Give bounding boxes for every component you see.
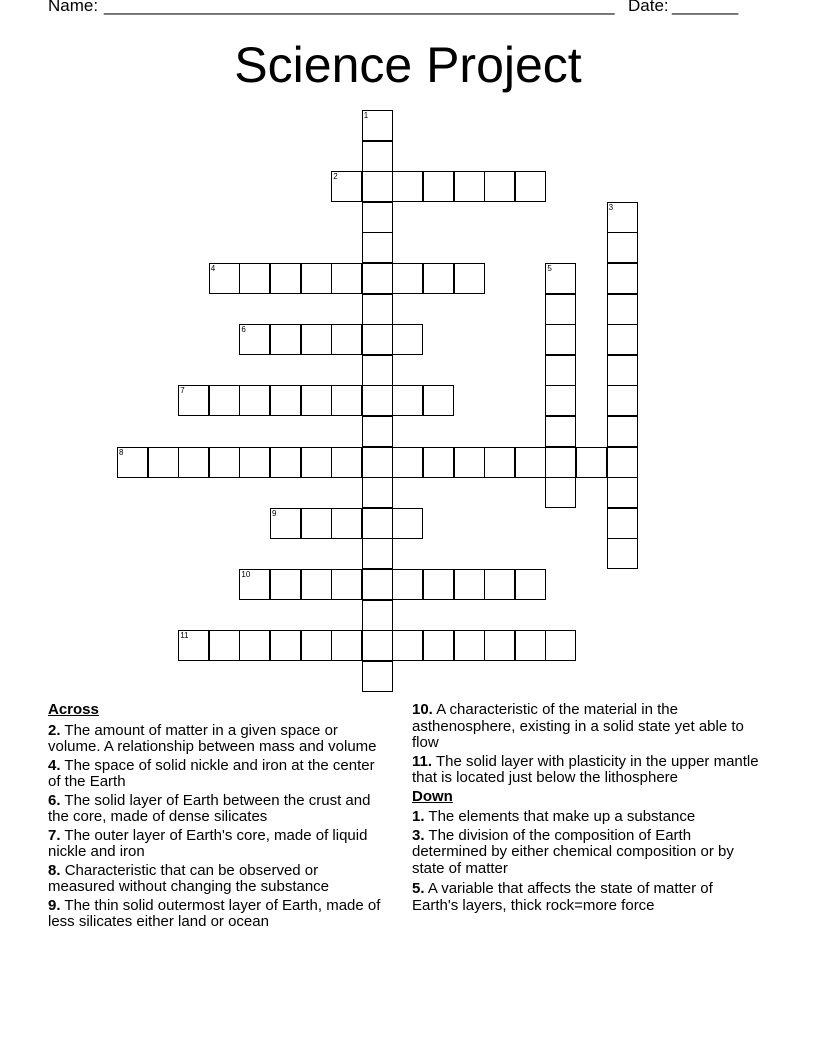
crossword-cell[interactable] — [392, 263, 423, 294]
crossword-cell[interactable] — [545, 324, 576, 355]
crossword-cell[interactable] — [362, 569, 393, 600]
date-label: Date: — [628, 0, 669, 15]
crossword-cell[interactable] — [392, 324, 423, 355]
crossword-cell[interactable] — [209, 385, 240, 416]
crossword-cell[interactable] — [331, 630, 362, 661]
crossword-cell[interactable] — [545, 447, 576, 478]
crossword-cell[interactable] — [209, 630, 240, 661]
clue-across-8: 8. Characteristic that can be observed or measured without changing the substance — [48, 861, 330, 895]
crossword-cell[interactable] — [545, 294, 576, 325]
crossword-cell[interactable] — [545, 355, 576, 386]
crossword-cell[interactable] — [239, 324, 270, 355]
clue-across-2: 2. The amount of matter in a given space or volume. A relationship between mass and volume — [48, 721, 377, 755]
crossword-cell[interactable] — [392, 569, 423, 600]
crossword-cell[interactable] — [117, 447, 148, 478]
crossword-cell[interactable] — [362, 600, 393, 631]
clue-across-9: 9. The thin solid outermost layer of Earth, made of less silicates either land or ocean — [48, 896, 381, 930]
crossword-cell[interactable] — [239, 385, 270, 416]
crossword-cell[interactable] — [392, 447, 423, 478]
crossword-cell[interactable] — [209, 263, 240, 294]
clue-number: 6 — [241, 325, 246, 335]
crossword-cell[interactable] — [362, 141, 393, 172]
crossword-cell[interactable] — [362, 294, 393, 325]
page-title: Science Project — [234, 37, 582, 93]
crossword-cell[interactable] — [423, 263, 454, 294]
name-field[interactable]: ______________________________________________________ — [104, 0, 615, 15]
crossword-cell[interactable] — [362, 508, 393, 539]
crossword-cell[interactable] — [331, 324, 362, 355]
crossword-cell[interactable] — [607, 294, 638, 325]
crossword-cell[interactable] — [331, 447, 362, 478]
crossword-cell[interactable] — [423, 569, 454, 600]
crossword-cell[interactable] — [270, 385, 301, 416]
across-heading: Across — [48, 701, 99, 718]
clue-number: 9 — [272, 508, 277, 518]
crossword-cell[interactable] — [270, 508, 301, 539]
crossword-cell[interactable] — [239, 569, 270, 600]
crossword-cell[interactable] — [607, 416, 638, 447]
crossword-cell[interactable] — [484, 569, 515, 600]
crossword-cell[interactable] — [301, 569, 332, 600]
crossword-cell[interactable] — [362, 661, 393, 692]
crossword-cell[interactable] — [515, 171, 546, 202]
name-label: Name: — [48, 0, 99, 15]
crossword-cell[interactable] — [301, 324, 332, 355]
crossword-cell[interactable] — [301, 508, 332, 539]
clue-down-3: 3. The division of the composition of Earth determined by either chemical composition or by state of matter — [412, 826, 734, 877]
crossword-cell[interactable] — [362, 324, 393, 355]
crossword-cell[interactable] — [545, 385, 576, 416]
crossword-cell[interactable] — [607, 324, 638, 355]
crossword-cell[interactable] — [454, 569, 485, 600]
crossword-cell[interactable] — [270, 569, 301, 600]
clue-down-5: 5. A variable that affects the state of matter of Earth's layers, thick rock=more force — [412, 880, 713, 914]
crossword-cell[interactable] — [607, 447, 638, 478]
crossword-cell[interactable] — [423, 171, 454, 202]
crossword-cell[interactable] — [392, 385, 423, 416]
crossword-cell[interactable] — [423, 385, 454, 416]
crossword-cell[interactable] — [362, 447, 393, 478]
crossword-cell[interactable] — [392, 508, 423, 539]
clue-number: 1 — [363, 111, 369, 120]
crossword-cell[interactable] — [331, 508, 362, 539]
crossword-cell[interactable] — [454, 630, 485, 661]
crossword-cell[interactable] — [607, 355, 638, 386]
crossword-cell[interactable] — [331, 263, 362, 294]
crossword-cell[interactable] — [301, 385, 332, 416]
clue-number: 10 — [241, 570, 251, 579]
crossword-cell[interactable] — [239, 447, 270, 478]
clue-number: 4 — [210, 264, 216, 273]
crossword-cell[interactable] — [362, 385, 393, 416]
crossword-cell[interactable] — [362, 202, 393, 233]
crossword-cell[interactable] — [607, 508, 638, 539]
clue-number: 3 — [608, 202, 614, 212]
crossword-cell[interactable] — [178, 447, 209, 478]
crossword-cell[interactable] — [362, 630, 393, 661]
crossword-cell[interactable] — [362, 263, 393, 294]
crossword-cell[interactable] — [148, 447, 179, 478]
crossword-cell[interactable] — [515, 447, 546, 478]
crossword-cell[interactable] — [362, 538, 393, 569]
crossword-cell[interactable] — [301, 263, 332, 294]
crossword-cell[interactable] — [270, 263, 301, 294]
crossword-cell[interactable] — [454, 171, 485, 202]
crossword-cell[interactable] — [423, 630, 454, 661]
clue-number: 7 — [180, 386, 185, 396]
crossword-cell[interactable] — [484, 171, 515, 202]
crossword-cell[interactable] — [515, 569, 546, 600]
crossword-cell[interactable] — [607, 538, 638, 569]
crossword-cell[interactable] — [178, 385, 209, 416]
crossword-cell[interactable] — [545, 477, 576, 508]
clue-across-4: 4. The space of solid nickle and iron at the center of the Earth — [48, 756, 375, 790]
crossword-cell[interactable] — [362, 232, 393, 263]
crossword-cell[interactable] — [362, 171, 393, 202]
crossword-cell[interactable] — [178, 630, 209, 661]
clue-across-6: 6. The solid layer of Earth between the crust and the core, made of dense silicates — [48, 791, 371, 825]
crossword-cell[interactable] — [607, 477, 638, 508]
clue-number: 11 — [180, 631, 189, 641]
clue-number: 8 — [119, 447, 124, 457]
crossword-cell[interactable] — [515, 630, 546, 661]
crossword-cell[interactable] — [270, 324, 301, 355]
crossword-cell[interactable] — [392, 171, 423, 202]
clue-number: 5 — [547, 264, 552, 273]
crossword-cell[interactable] — [545, 263, 576, 294]
crossword-cell[interactable] — [331, 171, 362, 202]
clue-across-7: 7. The outer layer of Earth's core, made of liquid nickle and iron — [48, 826, 368, 860]
crossword-cell[interactable] — [454, 263, 485, 294]
crossword-cell[interactable] — [607, 263, 638, 294]
crossword-cell[interactable] — [423, 447, 454, 478]
crossword-cell[interactable] — [270, 630, 301, 661]
date-field[interactable]: _______ — [672, 0, 739, 15]
crossword-cell[interactable] — [392, 630, 423, 661]
crossword-cell[interactable] — [239, 263, 270, 294]
crossword-cell[interactable] — [301, 630, 332, 661]
crossword-cell[interactable] — [484, 447, 515, 478]
crossword-cell[interactable] — [270, 447, 301, 478]
crossword-cell[interactable] — [607, 232, 638, 263]
clue-down-1: 1. The elements that make up a substance — [412, 808, 696, 825]
crossword-cell[interactable] — [331, 569, 362, 600]
crossword-cell[interactable] — [545, 630, 576, 661]
crossword-cell[interactable] — [239, 630, 270, 661]
clues-left-column — [48, 702, 388, 933]
crossword-cell[interactable] — [607, 385, 638, 416]
down-heading: Down — [412, 787, 453, 805]
crossword-cell[interactable] — [209, 447, 240, 478]
crossword-cell[interactable] — [576, 447, 607, 478]
crossword-cell[interactable] — [484, 630, 515, 661]
crossword-cell[interactable] — [607, 202, 638, 233]
crossword-cell[interactable] — [301, 447, 332, 478]
crossword-cell[interactable] — [331, 385, 362, 416]
clue-across-11: 11. The solid layer with plasticity in the upper mantle that is located just below the lithosphere — [412, 752, 759, 786]
crossword-cell[interactable] — [545, 416, 576, 447]
crossword-cell[interactable] — [362, 110, 393, 141]
crossword-cell[interactable] — [362, 355, 393, 386]
clue-across-10: 10. A characteristic of the material in the asthenosphere, existing in a solid state yet able to flow — [412, 701, 744, 751]
clues-right-column — [412, 702, 762, 916]
clue-number: 2 — [333, 172, 338, 182]
crossword-cell[interactable] — [454, 447, 485, 478]
crossword-cell[interactable] — [362, 416, 393, 447]
crossword-cell[interactable] — [362, 477, 393, 508]
